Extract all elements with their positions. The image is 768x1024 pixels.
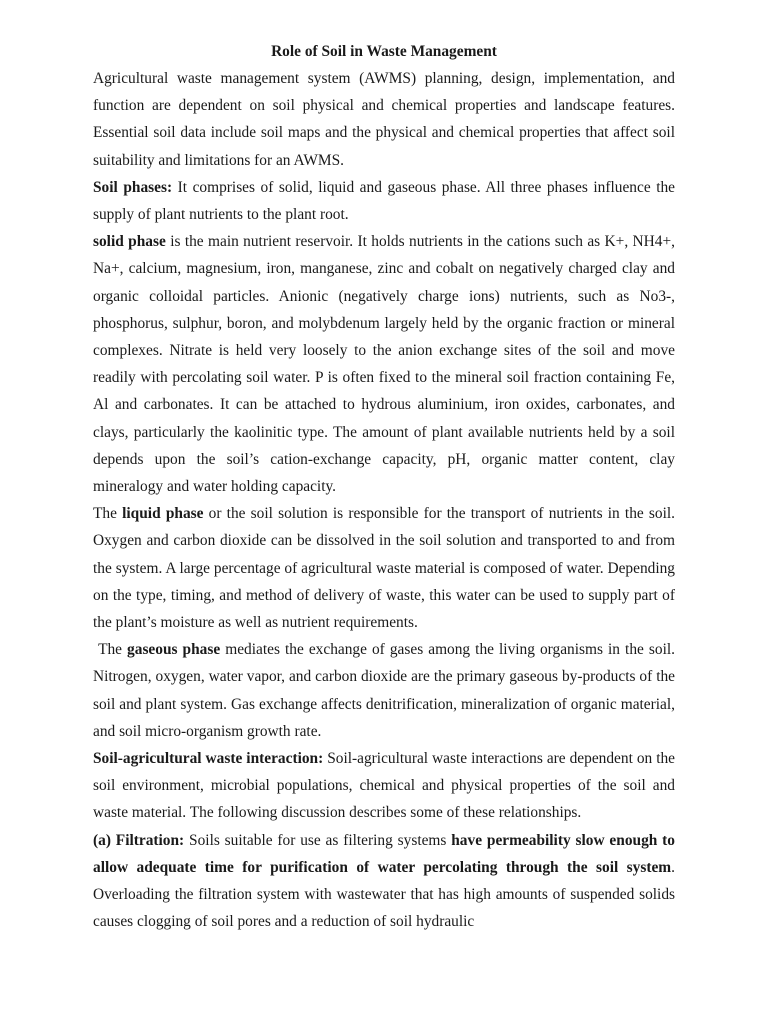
solid-phase-text: is the main nutrient reservoir. It holds nutrients in the cations such as K+, NH4+, Na+, calcium, magnesium, iron, manganese, zinc and cobalt on negatively charged clay and organic colloidal particles. Anionic (negatively charge ions) nutrients, such as No3-, phosphorus, sulphur, boron, and molybdenum largely held by the organic fraction or mineral complexes. Nitrate is held very loosely to the anion exchange sites of the soil and move readily with percolating soil water. P is often fixed to the mineral soil fraction containing Fe, Al and carbonates. It can be attached to hydrous aluminium, iron oxides, carbonates, and clays, particularly the kaolinitic type. The amount of plant available nutrients held by a soil depends upon the soil’s cation-exchange capacity, pH, organic matter content, clay mineralogy and water holding capacity. — [93, 233, 675, 496]
document-title: Role of Soil in Waste Management — [271, 43, 497, 60]
filtration-paragraph — [93, 827, 675, 936]
document-page — [93, 40, 679, 936]
interaction-text: Soil-agricultural waste interactions are dependent on the soil environment, microbial populations, chemical and physical properties of the soil and waste material. The following discussion describes some of these relationships. — [93, 750, 675, 822]
filtration-emphasis: have permeability slow enough to allow adequate time for purification of water percolating through the soil system — [93, 831, 675, 876]
interaction-label: Soil-agricultural waste interaction: — [93, 750, 324, 768]
interaction-paragraph — [93, 745, 675, 827]
solid-phase-label: solid phase — [93, 233, 166, 251]
liquid-phase-paragraph — [93, 500, 675, 636]
filtration-text-2: . Overloading the filtration system with wastewater that has high amounts of suspended solids causes clogging of soil pores and a reduction of soil hydraulic — [93, 858, 675, 931]
filtration-label: (a) Filtration: — [93, 831, 185, 849]
filtration-text-1: Soils suitable for use as filtering systems — [184, 831, 452, 849]
gaseous-phase-text: mediates the exchange of gases among the living organisms in the soil. Nitrogen, oxygen, water vapor, and carbon dioxide are the primary gaseous by-products of the soil and plant system. Gas exchange affects denitrification, mineralization of organic material, and soil micro-organism growth rate. — [93, 641, 679, 740]
soil-phases-text: It comprises of solid, liquid and gaseous phase. All three phases influence the supply of plant nutrients to the plant root. — [93, 178, 675, 224]
soil-phases-paragraph — [93, 174, 675, 228]
solid-phase-paragraph — [93, 228, 675, 500]
intro-paragraph: Agricultural waste management system (AWMS) planning, design, implementation, and function are dependent on soil physical and chemical properties and landscape features. Essential soil data include soil maps and the physical and chemical properties that affect soil suitability and limitations for an AWMS. — [93, 70, 675, 169]
gaseous-phase-label: gaseous phase — [127, 641, 221, 659]
gaseous-phase-paragraph — [93, 636, 679, 745]
liquid-phase-prefix: The — [93, 505, 123, 523]
gaseous-phase-prefix: The — [93, 641, 128, 659]
liquid-phase-text: or the soil solution is responsible for the transport of nutrients in the soil. Oxygen and carbon dioxide can be dissolved in the soil solution and transported to and from the system. A large percentage of agricultural waste material is composed of water. Depending on the type, timing, and method of delivery of waste, this water can be used to supply part of the plant’s moisture as well as nutrient requirements. — [93, 505, 675, 632]
soil-phases-label: Soil phases: — [93, 178, 173, 196]
liquid-phase-label: liquid phase — [122, 505, 204, 523]
